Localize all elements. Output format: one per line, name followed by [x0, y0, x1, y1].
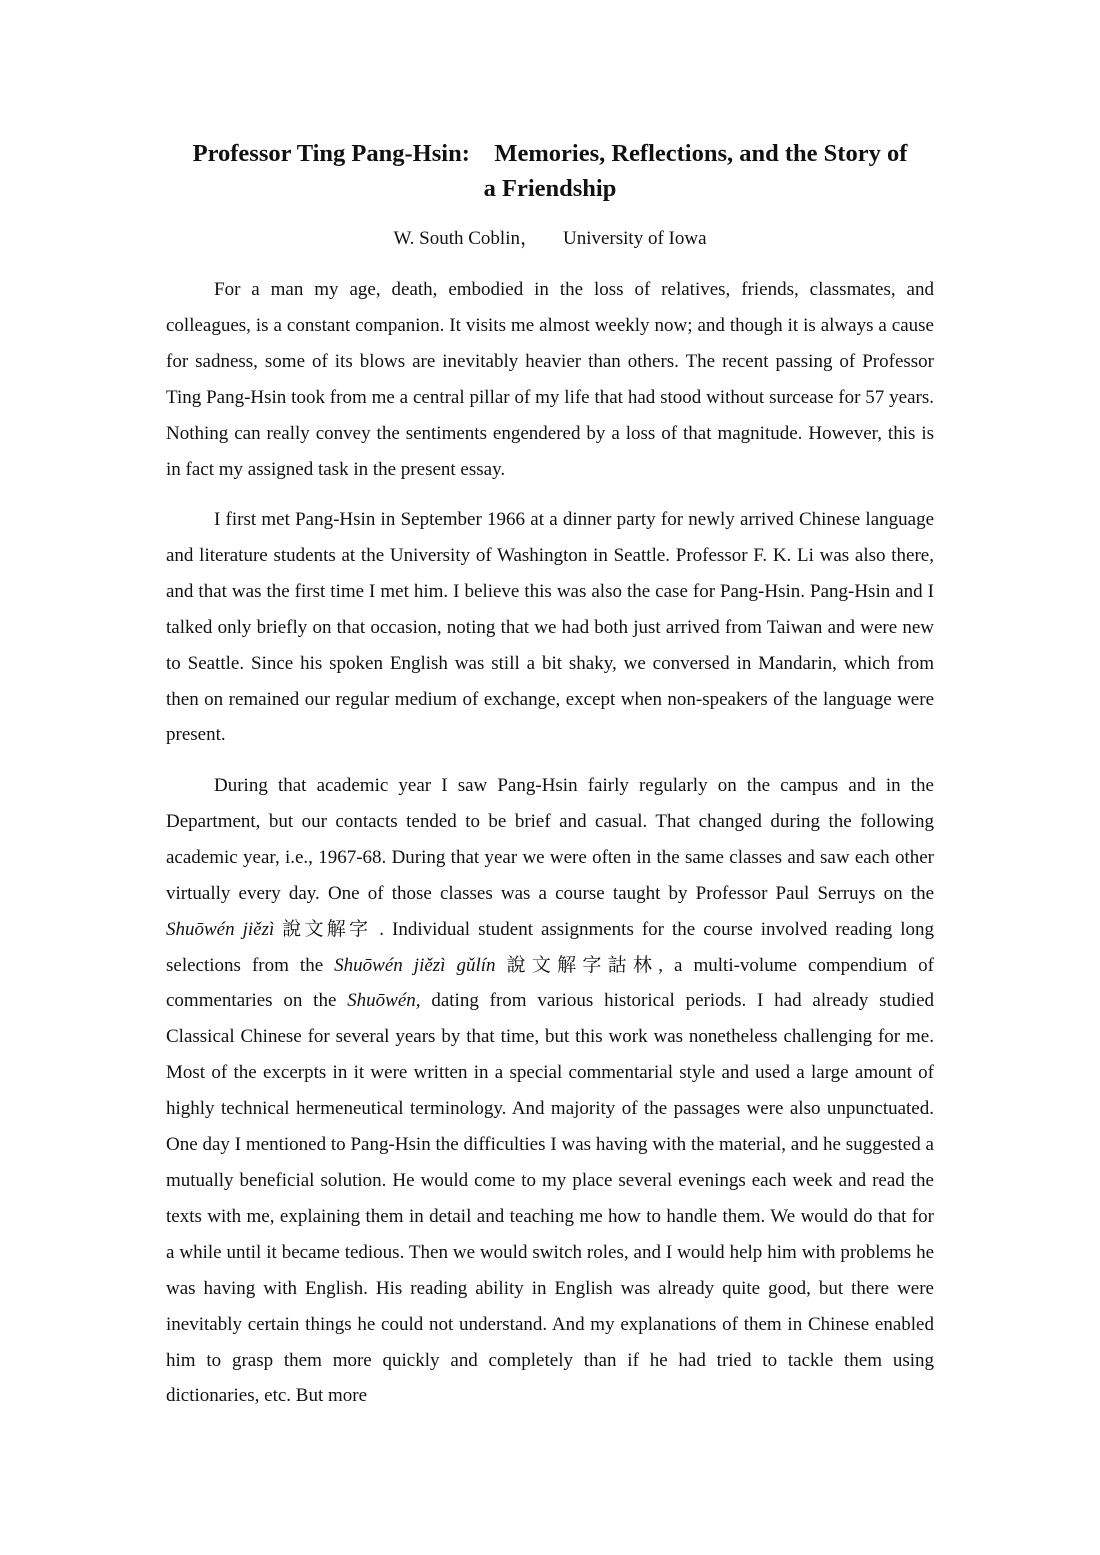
term-shuowen-jiezi: Shuōwén jiězì [166, 918, 275, 940]
term-shuowen-jiezi-gulin-chinese: 說文解字詁林 [506, 953, 659, 976]
paragraph-3-text-2: . Individual student assignments for the course involved reading long selections from the [166, 918, 934, 976]
paragraph-3 [166, 768, 934, 1414]
author-affiliation: University of Iowa [563, 228, 707, 249]
title-line-1: Professor Ting Pang-Hsin: Memories, Reflections, and the Story of [192, 140, 908, 167]
paragraph-3-text-3: , a multi-volume compendium of commentaries on the [166, 954, 935, 1012]
byline [166, 225, 934, 252]
author-separator: ， [519, 227, 539, 249]
term-shuowen-jiezi-gulin: Shuōwén jiězì gǔlín [334, 954, 496, 976]
paragraph-2: I first met Pang-Hsin in September 1966 at a dinner party for newly arrived Chinese language and literature students at the University of Washington in Seattle. Professor F. K. Li was also there, and that was the first time I met him. I believe this was also the case for Pang-Hsin. Pang-Hsin and I talked only briefly on that occasion, noting that we had both just arrived from Taiwan and were new to Seattle. Since his spoken English was still a bit shaky, we conversed in Mandarin, which from then on remained our regular medium of exchange, except when non-speakers of the language were present. [166, 509, 934, 746]
author-name: W. South Coblin [393, 228, 520, 249]
term-shuowen: Shuōwén, [347, 990, 421, 1012]
term-shuowen-jiezi-chinese: 說文解字 [282, 917, 372, 940]
article-title [156, 136, 944, 206]
title-line-2: a Friendship [483, 175, 617, 202]
paragraph-3-text-4: dating from various historical periods. I had already studied Classical Chinese for several years by that time, but this work was nonetheless challenging for me. Most of the excerpts in it were written in a special commentarial style and used a large amount of highly technical hermeneutical terminology. And majority of the passages were also unpunctuated. One day I mentioned to Pang-Hsin the difficulties I was having with the material, and he suggested a mutually beneficial solution. He would come to my place several evenings each week and read the texts with me, explaining them in detail and teaching me how to handle them. We would do that for a while until it became tedious. Then we would switch roles, and I would help him with problems he was having with English. His reading ability in English was already quite good, but there were inevitably certain things he could not understand. And my explanations of them in Chinese enabled him to grasp them more quickly and completely than if he had tried to tackle them using dictionaries, etc. But more [166, 990, 934, 1407]
paragraph-3-text-1: During that academic year I saw Pang-Hsin fairly regularly on the campus and in the Department, but our contacts tended to be brief and casual. That changed during the following academic year, i.e., 1967-68. During that year we were often in the same classes and saw each other virtually every day. One of those classes was a course taught by Professor Paul Serruys on the [166, 775, 934, 904]
paragraph-1: For a man my age, death, embodied in the loss of relatives, friends, classmates, and colleagues, is a constant companion. It visits me almost weekly now; and though it is always a cause for sadness, some of its blows are inevitably heavier than others. The recent passing of Professor Ting Pang-Hsin took from me a central pillar of my life that had stood without surcease for 57 years. Nothing can really convey the sentiments engendered by a loss of that magnitude. However, this is in fact my assigned task in the present essay. [166, 279, 934, 480]
